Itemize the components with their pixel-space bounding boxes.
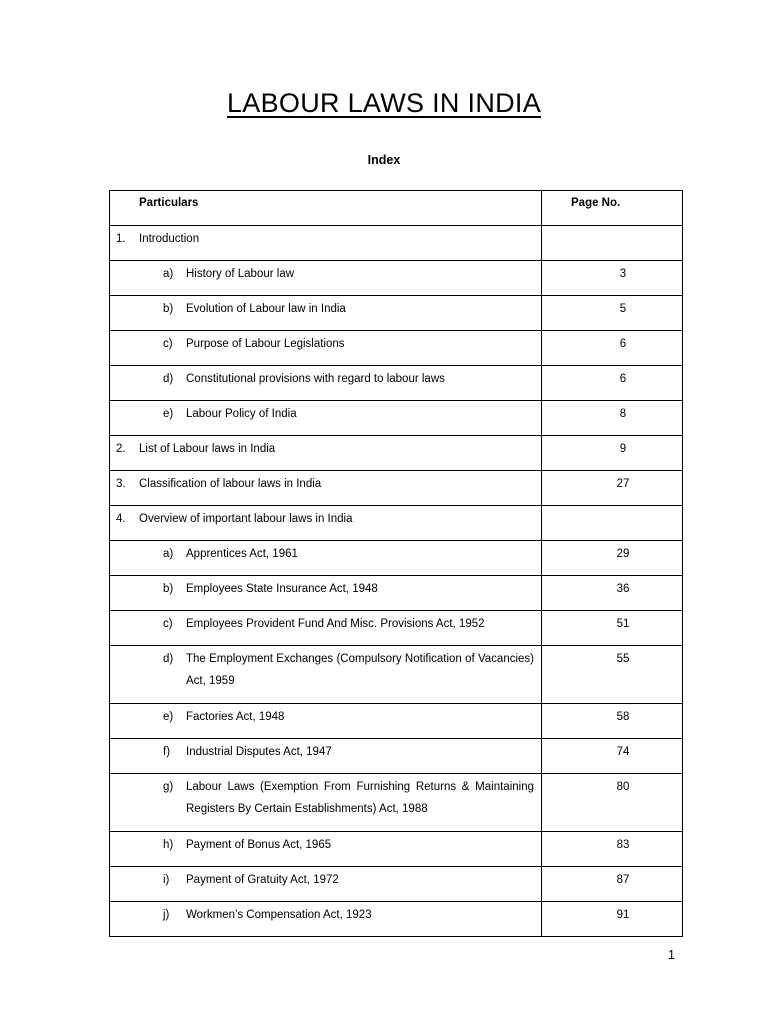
row-page: 36 xyxy=(542,576,683,611)
row-label: Constitutional provisions with regard to labour laws xyxy=(186,373,445,385)
row-marker: e) xyxy=(163,711,174,723)
row-label: Industrial Disputes Act, 1947 xyxy=(186,746,332,758)
row-page: 8 xyxy=(542,401,683,436)
row-label: Workmen’s Compensation Act, 1923 xyxy=(186,909,372,921)
row-marker: d) xyxy=(163,653,174,665)
table-row xyxy=(110,832,683,867)
table-row xyxy=(110,401,683,436)
table-row xyxy=(110,366,683,401)
row-marker: j) xyxy=(163,909,170,921)
page-no-header: Page No. xyxy=(542,191,683,226)
row-page: 6 xyxy=(542,366,683,401)
row-marker: d) xyxy=(163,373,174,385)
row-page: 3 xyxy=(542,261,683,296)
row-label: Purpose of Labour Legislations xyxy=(186,338,345,350)
row-page: 5 xyxy=(542,296,683,331)
row-marker: b) xyxy=(163,583,174,595)
table-row xyxy=(110,226,683,261)
index-heading: Index xyxy=(367,153,401,167)
table-row xyxy=(110,471,683,506)
table-row xyxy=(110,774,683,832)
row-page: 58 xyxy=(542,704,683,739)
row-marker: e) xyxy=(163,408,174,420)
table-row xyxy=(110,576,683,611)
row-label: History of Labour law xyxy=(186,268,295,280)
row-marker: i) xyxy=(163,874,170,886)
row-page: 6 xyxy=(542,331,683,366)
row-marker: h) xyxy=(163,839,174,851)
row-page: 74 xyxy=(542,739,683,774)
table-row xyxy=(110,261,683,296)
table-row xyxy=(110,867,683,902)
row-page: 29 xyxy=(542,541,683,576)
table-row xyxy=(110,739,683,774)
row-marker: 3. xyxy=(116,478,126,490)
row-page: 51 xyxy=(542,611,683,646)
row-marker: 2. xyxy=(116,443,126,455)
row-label: Employees Provident Fund And Misc. Provisions Act, 1952 xyxy=(186,618,485,630)
row-label: Labour Policy of India xyxy=(186,408,297,420)
page-number: 1 xyxy=(668,948,675,962)
row-marker: a) xyxy=(163,548,174,560)
row-label: Introduction xyxy=(139,233,200,245)
row-page: 9 xyxy=(542,436,683,471)
row-label: Evolution of Labour law in India xyxy=(186,303,346,315)
row-label: Payment of Bonus Act, 1965 xyxy=(186,839,332,851)
row-page xyxy=(542,506,683,541)
table-row xyxy=(110,296,683,331)
row-marker: c) xyxy=(163,338,173,350)
table-header-row xyxy=(110,191,683,226)
row-page: 80 xyxy=(542,774,683,832)
table-row xyxy=(110,902,683,937)
particulars-header: Particulars xyxy=(110,191,542,226)
table-row xyxy=(110,611,683,646)
row-marker: g) xyxy=(163,781,174,793)
table-row xyxy=(110,541,683,576)
table-row xyxy=(110,436,683,471)
table-row xyxy=(110,646,683,704)
row-marker: b) xyxy=(163,303,174,315)
row-label: Classification of labour laws in India xyxy=(139,478,322,490)
row-marker: f) xyxy=(163,746,171,758)
table-row xyxy=(110,506,683,541)
row-label: List of Labour laws in India xyxy=(139,443,276,455)
row-label: Payment of Gratuity Act, 1972 xyxy=(186,874,339,886)
row-label: Apprentices Act, 1961 xyxy=(186,548,298,560)
row-page: 87 xyxy=(542,867,683,902)
row-label: Overview of important labour laws in India xyxy=(139,513,353,525)
row-marker: c) xyxy=(163,618,173,630)
index-table xyxy=(109,190,683,937)
row-page: 83 xyxy=(542,832,683,867)
row-label: The Employment Exchanges (Compulsory Notification of Vacancies) Act, 1959 xyxy=(186,653,534,687)
row-marker: 4. xyxy=(116,513,126,525)
row-page: 91 xyxy=(542,902,683,937)
row-page xyxy=(542,226,683,261)
row-label: Labour Laws (Exemption From Furnishing Returns & Maintaining Registers By Certain Establishments) Act, 1988 xyxy=(186,781,534,815)
document-title: LABOUR LAWS IN INDIA xyxy=(226,88,542,118)
table-row xyxy=(110,704,683,739)
row-page: 55 xyxy=(542,646,683,704)
table-row xyxy=(110,331,683,366)
row-marker: a) xyxy=(163,268,174,280)
row-label: Employees State Insurance Act, 1948 xyxy=(186,583,378,595)
row-label: Factories Act, 1948 xyxy=(186,711,285,723)
row-page: 27 xyxy=(542,471,683,506)
row-marker: 1. xyxy=(116,233,126,245)
